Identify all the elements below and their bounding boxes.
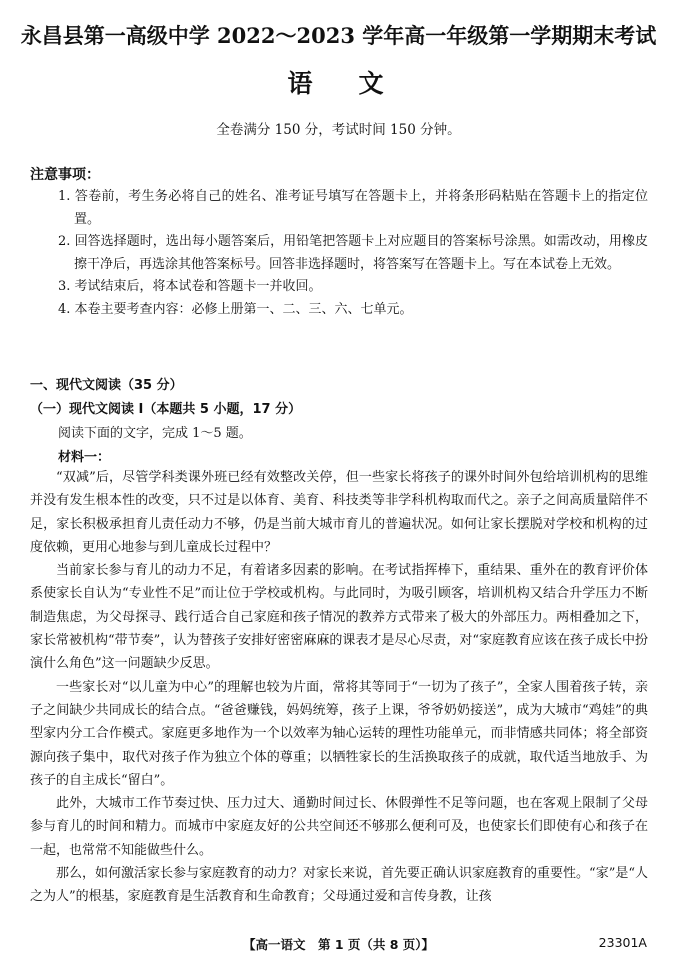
notice-heading: 注意事项：: [30, 167, 100, 183]
reading-instruction: 阅读下面的文字，完成 1～5 题。: [58, 426, 252, 441]
section-heading: 一、现代文阅读（35 分）: [30, 378, 183, 393]
footer-code: 23301A: [598, 935, 647, 950]
article-paragraph: 当前家长参与育儿的动力不足，有着诸多因素的影响。在考试指挥棒下，重结果、重外在的教育评价体系使家长自认为“专业性不足”而让位于学校或机构。与此同时，为吸引顾客，培训机构又结合升学压力不断制造焦虑，为父母探寻、践行适合自己家庭和孩子情况的教养方式带来了极大的外部压力。两相叠加之下，家长常被机构“带节奏”，认为替孩子安排好密密麻麻的课表才是尽心尽责，对“家庭教育应该在孩子成长中扮演什么角色”这一问题缺少反思。: [30, 563, 648, 672]
notice-item: 1. 答卷前，考生务必将自己的姓名、准考证号填写在答题卡上，并将条形码粘贴在答题卡上的指定位置。: [58, 189, 648, 227]
footer-page-info: 【高一语文 第 1 页（共 8 页）】: [242, 937, 435, 952]
notice-item: 4. 本卷主要考查内容：必修上册第一、二、三、六、七单元。: [58, 301, 413, 317]
article-paragraph: 那么，如何激活家长参与家庭教育的动力？对家长来说，首先要正确认识家庭教育的重要性。“家”是“人之为人”的根基，家庭教育是生活教育和生命教育；父母通过爱和言传身教，让孩: [30, 866, 648, 905]
exam-title: 永昌县第一高级中学 2022～2023 学年高一年级第一学期期末考试: [20, 23, 657, 48]
article-paragraph: “双减”后，尽管学科类课外班已经有效整改关停，但一些家长将孩子的课外时间外包给培训机构的思维并没有发生根本性的改变，只不过是以体育、美育、科技类等非学科机构取而代之。亲子之间高质量陪伴不足，家长积极承担育儿责任动力不够，仍是当前大城市育儿的普遍状况。如何让家长摆脱对学校和机构的过度依赖，更用心地参与到儿童成长过程中？: [30, 470, 648, 555]
article-paragraph: 一些家长对“以儿童为中心”的理解也较为片面，常将其等同于“一切为了孩子”，全家人围着孩子转，亲子之间缺少共同成长的结合点。“爸爸赚钱，妈妈统筹，孩子上课，爷爷奶奶接送”，成为大城市“鸡娃”的典型家内分工合作模式。家庭更多地作为一个以效率为轴心运转的理性功能单元，而非情感共同体；将全部资源向孩子集中，取代对孩子作为独立个体的尊重；以牺牲家长的生活换取孩子的成就，取代适当地放手、为孩子的自主成长“留白”。: [30, 679, 648, 788]
notice-item: 3. 考试结束后，将本试卷和答题卡一并收回。: [58, 279, 322, 295]
notice-list: [58, 186, 648, 322]
article-paragraph: 此外，大城市工作节奏过快、压力过大、通勤时间过长、休假弹性不足等问题，也在客观上限制了父母参与育儿的时间和精力。而城市中家庭友好的公共空间还不够那么便利可及，也使家长们即使有心和孩子在一起，也常常不知能做些什么。: [30, 796, 648, 858]
subject-title: 语文: [287, 69, 430, 98]
sub-section-heading: （一）现代文阅读 Ⅰ（本题共 5 小题，17 分）: [30, 402, 302, 417]
notice-item: 2. 回答选择题时，选出每小题答案后，用铅笔把答题卡上对应题目的答案标号涂黑。如需改动，用橡皮擦干净后，再选涂其他答案标号。回答非选择题时，将答案写在答题卡上。写在本试卷上无效。: [58, 234, 648, 272]
material-label: 材料一：: [58, 450, 111, 465]
score-line: 全卷满分 150 分，考试时间 150 分钟。: [216, 122, 461, 138]
article-body: [30, 466, 648, 909]
